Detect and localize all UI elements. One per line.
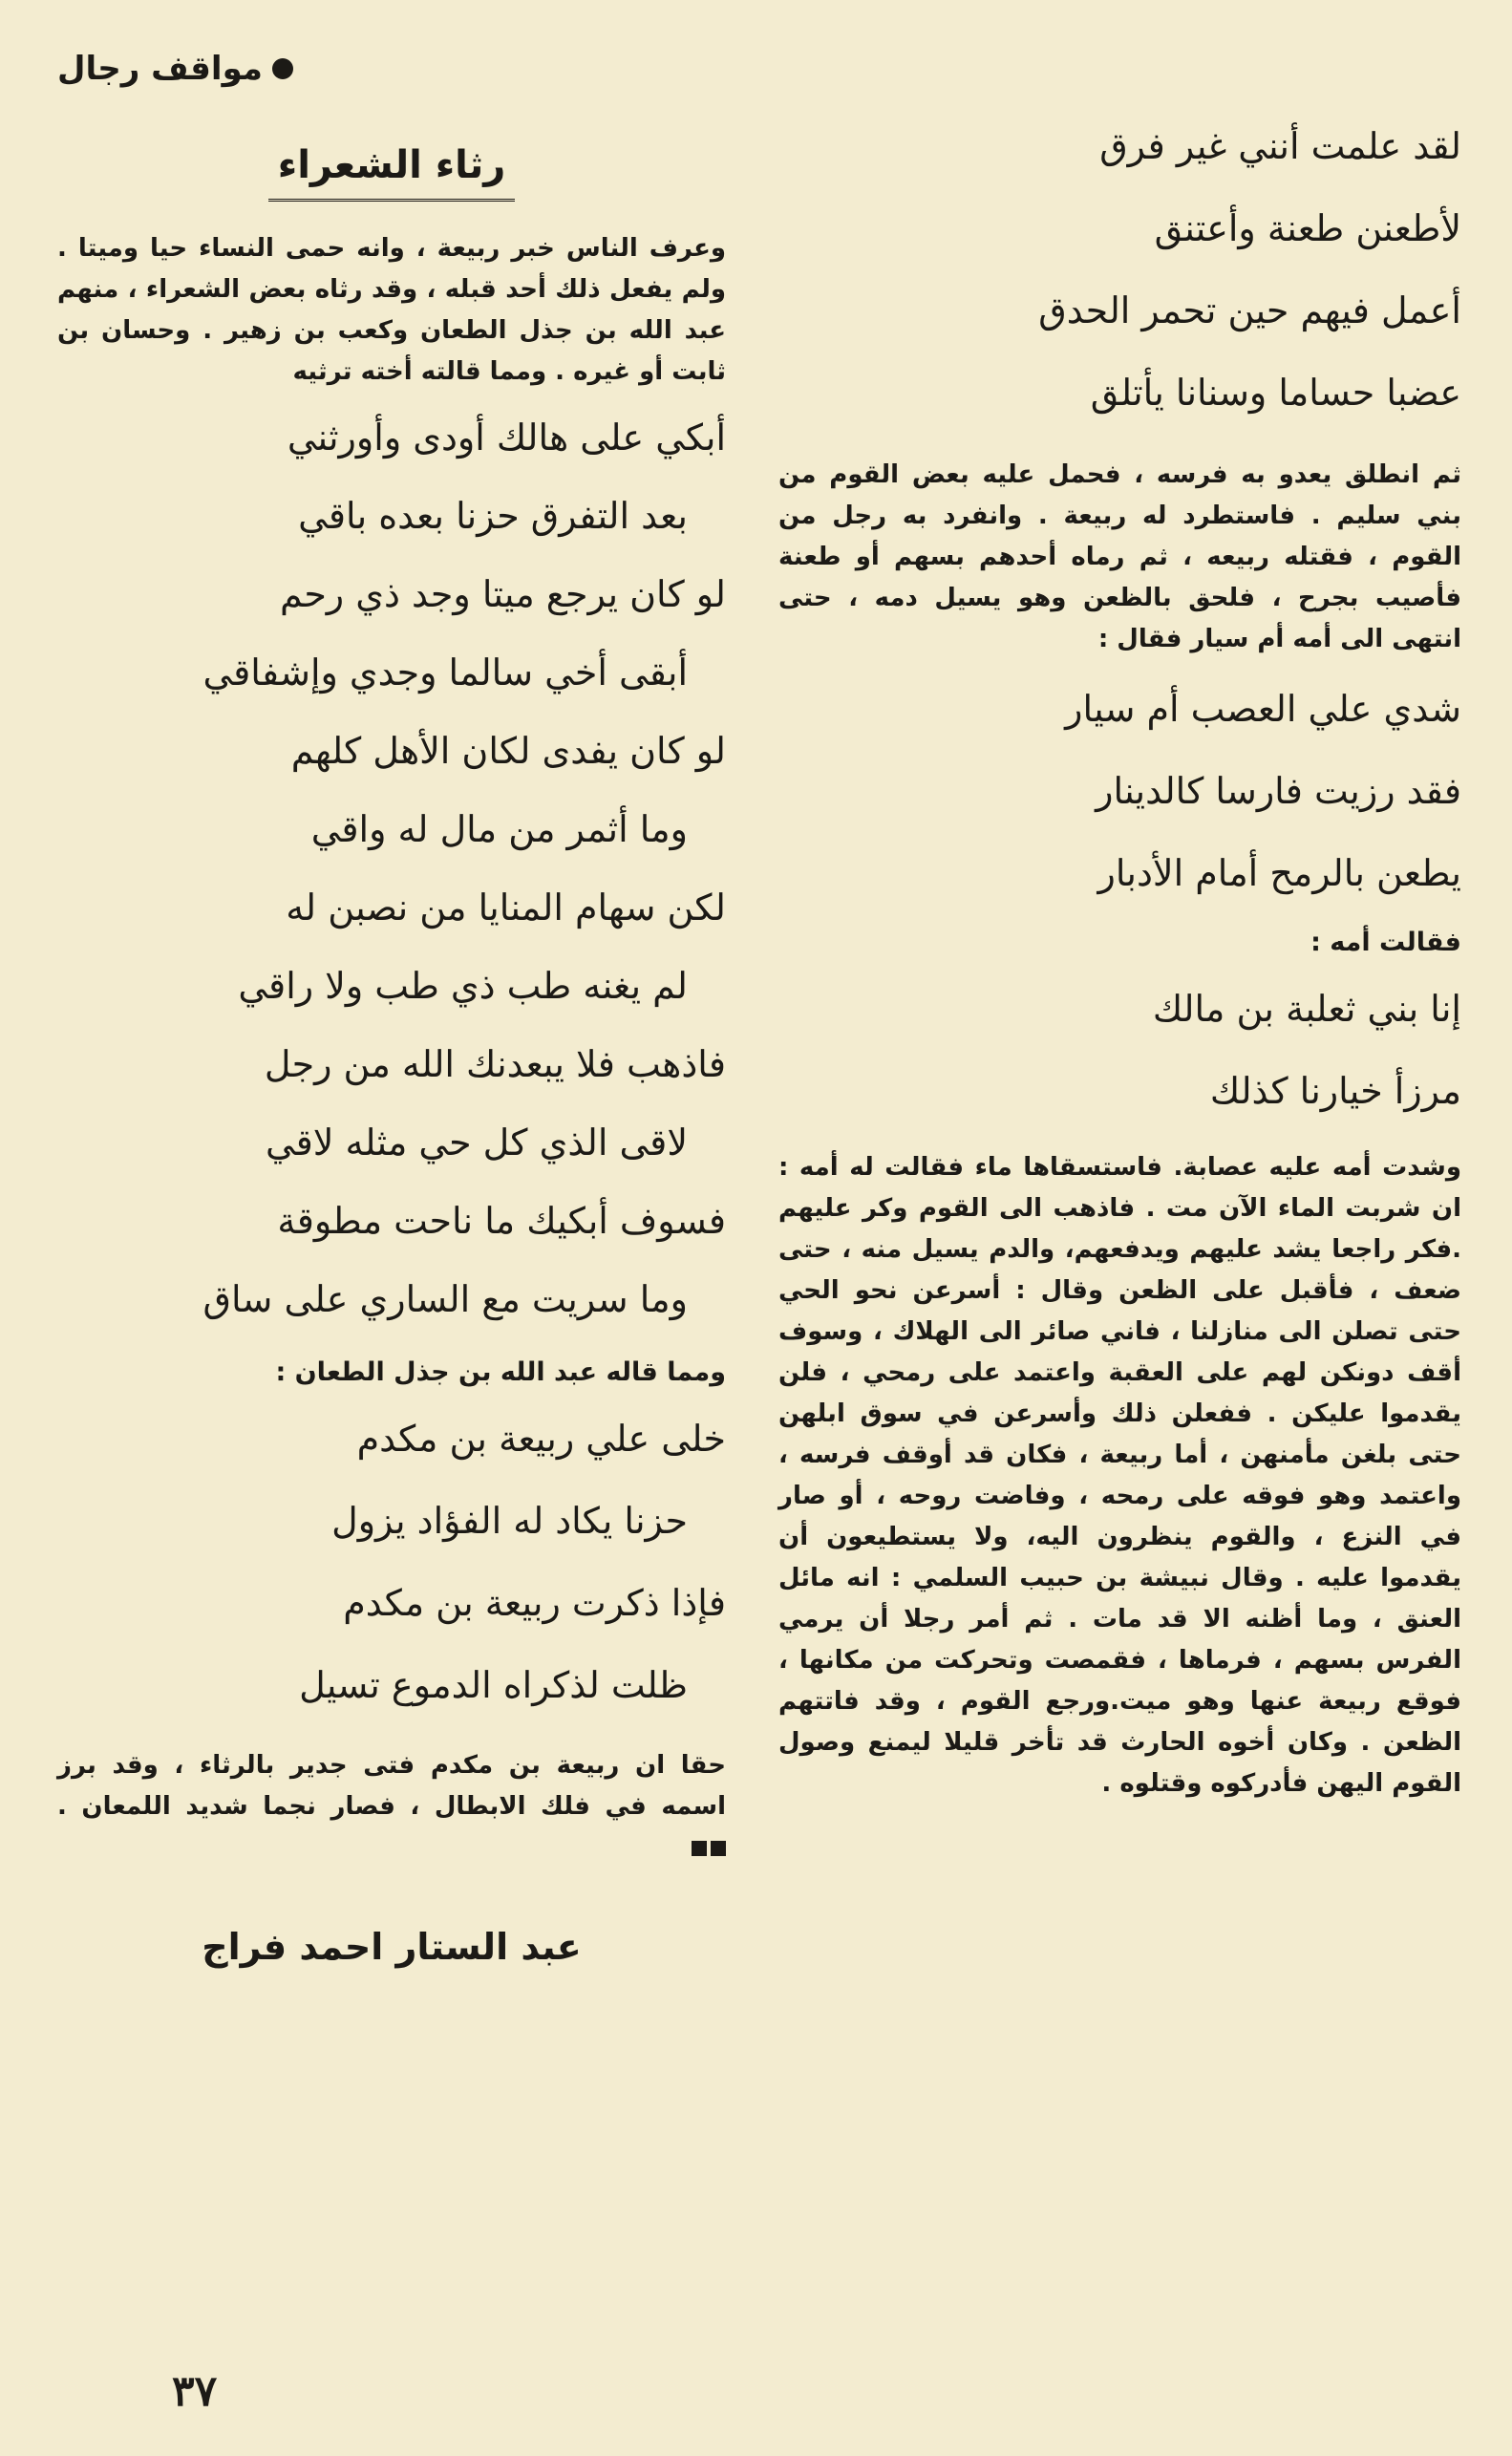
verse-line: لو كان يفدى لكان الأهل كلهم	[290, 730, 726, 772]
paragraph-1: ثم انطلق يعدو به فرسه ، فحمل عليه بعض القوم من بني سليم . فاستطرد له ربيعة . وانفرد به رجل من القوم ، فقتله ربيعه ، ثم رماه أحدهم بسهم أو طعنة فأصيب بجرح ، فلحق بالظعن وهو يسيل دمه ، حتى انتهى الى أمه أم سيار فقال :	[778, 460, 1461, 653]
closing-paragraph	[57, 1745, 726, 1869]
verse-line: حزنا يكاد له الفؤاد يزول	[331, 1500, 688, 1542]
closing-text: حقا ان ربيعة بن مكدم فتى جدير بالرثاء ، وقد برز اسمه في فلك الابطال ، فصار نجما شديد اللمعان .	[57, 1751, 726, 1821]
verse-line: فإذا ذكرت ربيعة بن مكدم	[343, 1582, 726, 1624]
mother-label: فقالت أمه :	[1310, 928, 1461, 957]
paragraph-2: وشدت أمه عليه عصابة. فاستسقاها ماء فقالت له أمه : ان شربت الماء الآن مت . فاذهب الى القوم وكر عليهم .فكر راجعا يشد عليهم ويدفعهم، والدم يسيل منه ، حتى ضعف ، فأقبل على الظعن وقال : أسرعن نحو الحي حتى تصلن الى منازلنا ، فاني صائر الى الهلاك ، وسوف أقف دونكن لهم على العقبة واعتمد على رمحي ، فلن يقدموا عليكن . ففعلن ذلك وأسرعن في سوق ابلهن حتى بلغن مأمنهن ، أما ربيعة ، فكان قد أوقف فرسه ، واعتمد وهو فوقه على رمحه ، وفاضت روحه ، أو صار في النزع ، والقوم ينظرون اليه، ولا يستطيعون أن يقدموا عليه . وقال نبيشة بن حبيب السلمي : انه مائل العنق ، وما أظنه الا قد مات . ثم أمر رجلا أن يرمي الفرس بسهم ، فرماها ، فقمصت وتحركت من مكانها ، فوقع ربيعة عنها وهو ميت.ورجع القوم ، وقد فاتتهم الظعن . وكان أخوه الحارث قد تأخر قليلا ليمنع وصول القوم اليهن فأدركوه وقتلوه .	[778, 1153, 1461, 1798]
verse-line: فقد رزيت فارسا كالدينار	[1096, 770, 1461, 812]
verse-line: لكن سهام المنايا من نصبن له	[286, 886, 726, 929]
intro-paragraph: وعرف الناس خبر ربيعة ، وانه حمى النساء حيا وميتا . ولم يفعل ذلك أحد قبله ، وقد رثاه بعض الشعراء ، منهم عبد الله بن جذل الطعان وكعب بن زهير . وحسان بن ثابت أو غيره . ومما قالته أخته ترثيه	[57, 234, 726, 386]
poem-1	[778, 105, 1461, 434]
verse-line: بعد التفرق حزنا بعده باقي	[298, 495, 688, 537]
author-name: عبد الستار احمد فراج	[202, 1926, 582, 1968]
right-column	[778, 125, 1461, 1805]
end-mark-icon	[692, 1841, 726, 1856]
verse-line: فسوف أبكيك ما ناحت مطوقة	[277, 1200, 726, 1242]
verse-line: أبكي على هالك أودى وأورثني	[287, 416, 726, 459]
poem-2	[778, 668, 1461, 914]
bullet-icon	[272, 58, 293, 79]
verse-line: وما سريت مع الساري على ساق	[202, 1278, 688, 1320]
verse-line: أبقى أخي سالما وجدي وإشفاقي	[202, 651, 688, 694]
header-title: مواقف رجال	[57, 50, 263, 88]
poem-jadhl	[57, 1398, 726, 1726]
verse-line: إنا بني ثعلبة بن مالك	[1152, 988, 1461, 1030]
section-title-text: رثاء الشعراء	[268, 143, 516, 202]
verse-line: فاذهب فلا يبعدنك الله من رجل	[264, 1043, 726, 1085]
section-title	[57, 143, 726, 202]
verse-line: لاقى الذي كل حي مثله لاقي	[265, 1121, 688, 1164]
page-header	[57, 50, 293, 88]
jadhl-label: ومما قاله عبد الله بن جذل الطعان :	[275, 1357, 726, 1387]
poem-3	[778, 968, 1461, 1132]
verse-line: يطعن بالرمح أمام الأدبار	[1097, 852, 1461, 894]
verse-line: لقد علمت أنني غير فرق	[1099, 125, 1461, 167]
verse-line: مرزأ خيارنا كذلك	[1209, 1070, 1461, 1112]
verse-line: لم يغنه طب ذي طب ولا راقي	[238, 965, 688, 1007]
verse-line: وما أثمر من مال له واقي	[310, 808, 688, 850]
verse-line: خلى علي ربيعة بن مكدم	[356, 1418, 726, 1460]
page-number: ٣٧	[172, 2367, 218, 2416]
left-column	[57, 134, 726, 1968]
poem-sister	[57, 398, 726, 1338]
verse-line: لو كان يرجع ميتا وجد ذي رحم	[280, 573, 726, 615]
verse-line: شدي علي العصب أم سيار	[1065, 688, 1461, 730]
verse-line: أعمل فيهم حين تحمر الحدق	[1038, 289, 1461, 331]
verse-line: عضبا حساما وسنانا يأتلق	[1090, 372, 1461, 414]
verse-line: لأطعنن طعنة وأعتنق	[1154, 207, 1461, 249]
verse-line: ظلت لذكراه الدموع تسيل	[299, 1664, 688, 1706]
